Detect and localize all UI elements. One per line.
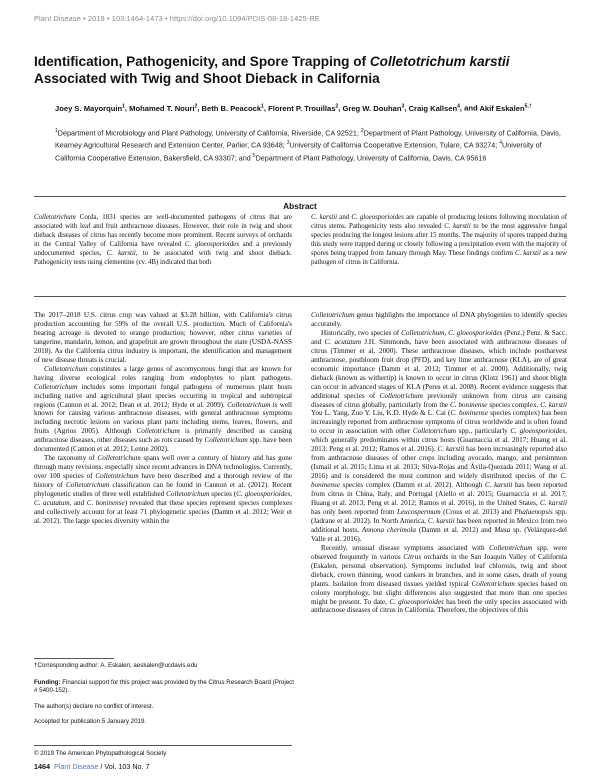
text-run: has only been reported from — [311, 507, 397, 516]
affiliation-number: 2 — [360, 128, 364, 134]
title-line-2: Associated with Twig and Shoot Dieback in California — [34, 70, 380, 86]
text-run: Recently, unusual disease symptoms associated with — [321, 543, 490, 552]
italic-term: Colletotrichum — [489, 543, 533, 552]
page-footer — [34, 762, 150, 771]
author-affiliation-mark: 1 — [261, 103, 264, 109]
italic-term: Colletotrichum — [66, 481, 110, 490]
text-run: constitutes a large genus of ascomycetous fungi that are known for having diverse ecological roles ranging from endophytes to plant pathogens. — [34, 364, 292, 382]
text-run: The taxonomy of — [44, 454, 98, 463]
copyright-rule — [34, 745, 292, 746]
funding-text: Financial support for this project was provided by the Citrus Research Board (Project # 5400-152). — [34, 679, 294, 694]
text-run: is primarily described as causing anthracnose diseases, other diseases such as rots caused by — [34, 427, 292, 445]
text-run: spp. have been documented (Cannon et al. 2012; Lenne 2002). — [34, 436, 292, 454]
italic-term: C. gloeosporioides, C. acutatum, — [34, 490, 292, 508]
italic-term: Colletotrichum — [379, 391, 423, 400]
italic-term: C. karstii — [540, 400, 567, 409]
text-run: ) revealed that these species represent species complexes and collectively account for at least 71 phylogenetic species (Damm et al. 2012; Weir et al. 2012). The large species diversity within the — [34, 499, 292, 525]
italic-term: C. karstii — [106, 249, 136, 257]
italic-term: Colletotrichum — [34, 382, 78, 391]
text-run: as a new pathogen of citrus in California. — [311, 249, 568, 266]
italic-term: C. boninense — [450, 400, 488, 409]
italic-term: C. karstii — [514, 249, 541, 257]
affiliations — [55, 126, 565, 163]
affiliation-text: University of California Cooperative Extension, Tulare, CA 93274; — [289, 140, 500, 150]
italic-term: C. gloeosporioides — [389, 597, 444, 606]
italic-term: Colletotrichum — [44, 364, 88, 373]
text-run: species complex. — [487, 400, 541, 409]
text-run: species based on colony morphology, but slight differences also suggested that more than one species might be present. To date, — [311, 579, 568, 606]
title-line-1: Identification, Pathogenicity, and Spore Trapping of — [34, 54, 367, 69]
italic-term: Colletotrichum — [136, 427, 180, 436]
text-run: spans well over a century of history and has gone through many revisions, especially since recent advances in DNA technologies. Currently, over 100 species of — [34, 454, 293, 481]
author — [268, 104, 338, 113]
text-run: has been increasingly reported also from anthracnose diseases of other crops including avocado, mango, and persimmon (Ismail et al. 2015; Lima et al. 2013; Silva-Rojas and Ávila-Quezada 2011; Wang et al. 2016) and is considered the most common and widely distributed species of the — [311, 445, 567, 481]
author — [409, 104, 460, 113]
affiliation-text: Department of Plant Pathology, University of California, Davis, Kearney Agricultural Research and Extension Center, Parlier, CA 93648; — [55, 128, 561, 150]
italic-term: Leucospermum — [396, 507, 441, 516]
text-run: previously unknown from citrus are causing diseases of citrus globally, particularly from the — [311, 391, 567, 409]
italic-term: C. karstii — [427, 516, 455, 525]
author-affiliation-mark: 2 — [335, 103, 339, 109]
body-paragraph — [311, 329, 567, 544]
affiliation-text: Department of Microbiology and Plant Pathology, University of California, Riverside, CA 92521; — [57, 128, 361, 138]
author — [479, 104, 531, 113]
text-run: The 2017–2018 U.S. citrus crop was valued at $3.28 billion, with California's citrus production accounting for 59% of the overall U.S. production. Much of California's bearing acreage is devoted to orange production; however, other citrus varieties of tangerine, mandarin, lemon, and grapefruit are grown throughout the state (USDA-NASS 2018). As the California citrus industry is important, the identification and management of new disease threats is crucial. — [34, 311, 292, 364]
author-name: Joey S. Mayorquin — [55, 103, 123, 113]
italic-term: C. karstii — [311, 214, 338, 221]
italic-term: Colletotrichum — [166, 490, 210, 499]
journal-name: Plant Disease — [54, 762, 99, 771]
text-run: and — [337, 214, 352, 221]
copyright: © 2019 The American Phytopathological Society — [34, 750, 167, 757]
text-run: Corda, 1831 species are well-documented pathogens of citrus that are associated with leaf and fruit anthracnose diseases. However, their role in twig and shoot dieback diseases of citrus has recently become more prominent. Recent surveys of orchards in the Central Valley of California have revealed — [34, 214, 292, 248]
corresponding-author: †Corresponding author: A. Eskalen; aeskalen@ucdavis.edu — [34, 662, 198, 669]
text-run: (Penz.) Penz. & Sacc. and — [311, 328, 567, 346]
italic-term: Musa — [494, 525, 511, 534]
italic-term: C. gloeosporioides — [510, 427, 566, 436]
article-title — [34, 54, 554, 87]
text-run: spp. were observed frequently in various — [311, 543, 567, 561]
affiliation-number: 3 — [286, 140, 290, 147]
conflict-statement: The author(s) declare no conflict of interest. — [34, 703, 154, 710]
page-number: 1464 — [34, 762, 50, 771]
text-run: includes some important fungal pathogens of numerous plant hosts including native and agricultural plant species occurring in tropical and subtropical regions (Cannon et al. 2012; Dean et al. 2012; Hyde et al. 2009). — [34, 382, 292, 409]
footer-separator: / — [98, 762, 105, 771]
italic-term: C. boninense — [86, 499, 125, 508]
text-run: and — [71, 499, 87, 508]
author-name: Akif Eskalen — [479, 103, 525, 113]
volume-issue: Vol. 103 No. 7 — [104, 762, 150, 771]
title-species: Colletotrichum karstii — [369, 54, 510, 69]
text-run: genus highlights the importance of DNA phylogenies to identify species accurately. — [311, 311, 567, 328]
italic-term: C. gloeosporioides — [184, 240, 239, 248]
body-paragraph — [34, 454, 292, 526]
text-run: (Damm et al. 2012) and — [415, 525, 495, 534]
italic-term: C. karstii — [539, 499, 567, 508]
body-paragraph — [34, 365, 292, 455]
author-affiliation-mark: 1 — [122, 103, 125, 109]
footnote-rule — [34, 658, 114, 659]
text-run: have been described and a thorough review of the history of — [34, 472, 293, 490]
text-run: is well known for causing various anthracnose diseases, with general anthracnose symptoms including necrotic lesions on various plant parts including stems, leaves, flowers, and fruits (Agrios 2005). Although — [34, 400, 292, 436]
author — [55, 104, 125, 113]
italic-term: Colletotrichum — [401, 328, 445, 337]
author-name: Beth B. Peacock — [201, 103, 262, 113]
abstract-top-rule — [34, 196, 566, 197]
author-name: Mohamed T. Nouri — [129, 103, 195, 113]
italic-term: Citrus — [403, 552, 422, 561]
abstract-heading: Abstract — [283, 201, 317, 211]
text-run: (Crous et al. 2013) and — [440, 507, 515, 516]
text-run: species complex) has been increasingly reported from anthracnose symptoms of citrus worldwide and is often found to occur in association with other — [311, 409, 567, 436]
body-right-column — [311, 311, 567, 615]
affiliation-text: University of California Cooperative Extension, Bakersfield, CA 93307; and — [55, 140, 542, 163]
author — [342, 104, 404, 113]
text-run: spp., particularly — [456, 427, 511, 436]
text-run: classification can be found in Cannon et al. (2012). Recent phylogenetic studies of three well established — [34, 481, 292, 499]
text-run: species ( — [209, 490, 237, 499]
author — [202, 104, 264, 113]
italic-term: Colletotrichum — [204, 436, 248, 445]
author-affiliation-mark: 5,† — [524, 103, 532, 109]
text-run: , — [444, 328, 449, 337]
italic-term: Annona cherimola — [361, 525, 416, 534]
author-name: Craig Kallsen — [408, 103, 458, 113]
affiliation-text: Department of Plant Pathology, University of California, Davis, CA 95616 — [255, 153, 487, 163]
author — [129, 104, 197, 113]
abstract-bottom-rule — [34, 296, 566, 297]
italic-term: Phalaenopsis — [514, 507, 553, 516]
author-affiliation-mark: 2 — [194, 103, 198, 109]
italic-term: Colletotrichum — [311, 311, 355, 319]
italic-term: C. gloeosporioides — [448, 328, 503, 337]
text-run: has been reported from citrus in China, Italy, and Portugal (Aiello et al. 2015; Guarnaccia et al. 2017; Huang et al. 2013; Peng et al. 2012; Ramos et al. 2016), in the United States, — [311, 481, 567, 508]
affiliation-number: 1 — [55, 128, 58, 134]
text-run: , which generally predominates within citrus hosts (Guarnaccia et al. 2017; Huang et al. 2013; Peng et al. 2012; Ramos et al. 2016). — [311, 427, 567, 454]
text-run: and a previously undocumented species, — [34, 240, 292, 257]
text-run: species complex (Damm et al. 2012). Although — [339, 481, 485, 490]
funding-label: Funding: — [34, 679, 61, 686]
italic-term: C. karstii — [484, 481, 513, 490]
author-affiliation-mark: 4 — [457, 103, 460, 109]
text-run: Historically, two species of — [321, 328, 402, 337]
italic-term: C. gloeosporioides — [351, 214, 404, 221]
abstract-left-column — [34, 214, 292, 268]
text-run: has been reported in Mexico from two additional hosts, — [311, 516, 567, 534]
italic-term: C. acutatum — [324, 337, 362, 346]
italic-term: Colletotrichum — [97, 454, 141, 463]
text-run: to be the most aggressive fungal species producing the longest lesions after 15 months. The majority of spores trapped during this study were trapped during or closely following a precipitation event with the majority of spores being trapped from January through May. These findings confirm — [311, 222, 567, 257]
text-run: orchards in the San Joaquin Valley of California (Eskalen, personal observation). Symptoms included leaf chlorosis, twig and shoot dieback, crown thinning, wood cankers in branches, and in some cases, death of young plants. Isolation from diseased tissues yielded typical — [311, 552, 567, 588]
affiliation-number: 4 — [499, 140, 503, 147]
text-run: sp. (Velázquez-del Valle et al. 2016). — [311, 525, 568, 543]
body-paragraph — [311, 311, 567, 329]
italic-term: C. karstii — [444, 222, 471, 230]
italic-term: Colletotrichum — [227, 400, 271, 409]
author-affiliation-mark: 3 — [401, 103, 405, 109]
italic-term: Colletotrichum — [412, 427, 457, 436]
author-name: Florent P. Trouillas — [268, 103, 336, 113]
italic-term: Colletotrichum — [471, 579, 515, 588]
body-paragraph — [311, 544, 567, 616]
italic-term: C. boninense — [311, 472, 567, 490]
italic-term: C. boninense — [450, 409, 488, 418]
text-run: You L. Yang, Zuo Y. Liu, K.D. Hyde & L. Cai ( — [311, 409, 451, 418]
affiliation-number: 5 — [252, 152, 256, 159]
text-run: are capable of producing lesions following inoculation of citrus stems. Pathogenicity tests also revealed — [311, 214, 567, 230]
abstract-right-column — [311, 214, 567, 268]
text-run: , to be associated with twig and shoot dieback. Pathogenicity tests using clementine (cv. 4B) indicated that both — [34, 249, 292, 266]
body-paragraph — [34, 311, 292, 365]
text-run: J.H. Simmonds, have been associated with anthracnose diseases of citrus (Timmer et al. 2000). These anthracnose diseases, which include postharvest anthracnose, postbloom fruit drop (PFD), and key lime anthracnose (KLA), are of great economic importance (Damm et al. 2012; Timmer et al. 2000). Additionally, twig dieback (known as withertip) is known to occur in citrus (Klotz 1961) and shoot blight can occur in advanced stages of KLA (Peres et al. 2008). Recent evidence suggests that additional species of — [311, 337, 567, 400]
text-run: has been the only species associated with anthracnose diseases of citrus in California. Therefore, the objectives of this — [311, 597, 568, 615]
accepted-date: Accepted for publication 5 January 2019. — [34, 718, 147, 725]
italic-term: Colletotrichum — [34, 214, 76, 221]
author-list: Joey S. Mayorquin$^1$, Mohamed T. Nouri$^2$, Beth B. Peacock$^1$, Florent P. Trouillas$^2$, Greg W. Douhan$^3$, Craig Kallsen$^4$, and Akif Eskalen$^{5,\dagger}$ — [55, 103, 532, 113]
text-run: spp. (Jadrane et al. 2012). In North America, — [311, 507, 567, 525]
italic-term: Colletotrichum — [95, 472, 139, 481]
italic-term: C. karstii — [437, 445, 465, 454]
funding-note — [34, 679, 294, 695]
author-name: Greg W. Douhan — [342, 103, 402, 113]
body-left-column — [34, 311, 292, 526]
running-header: Plant Disease • 2019 • 103:1464-1473 • https://doi.org/10.1094/PDIS-08-18-1425-RE — [34, 14, 320, 23]
